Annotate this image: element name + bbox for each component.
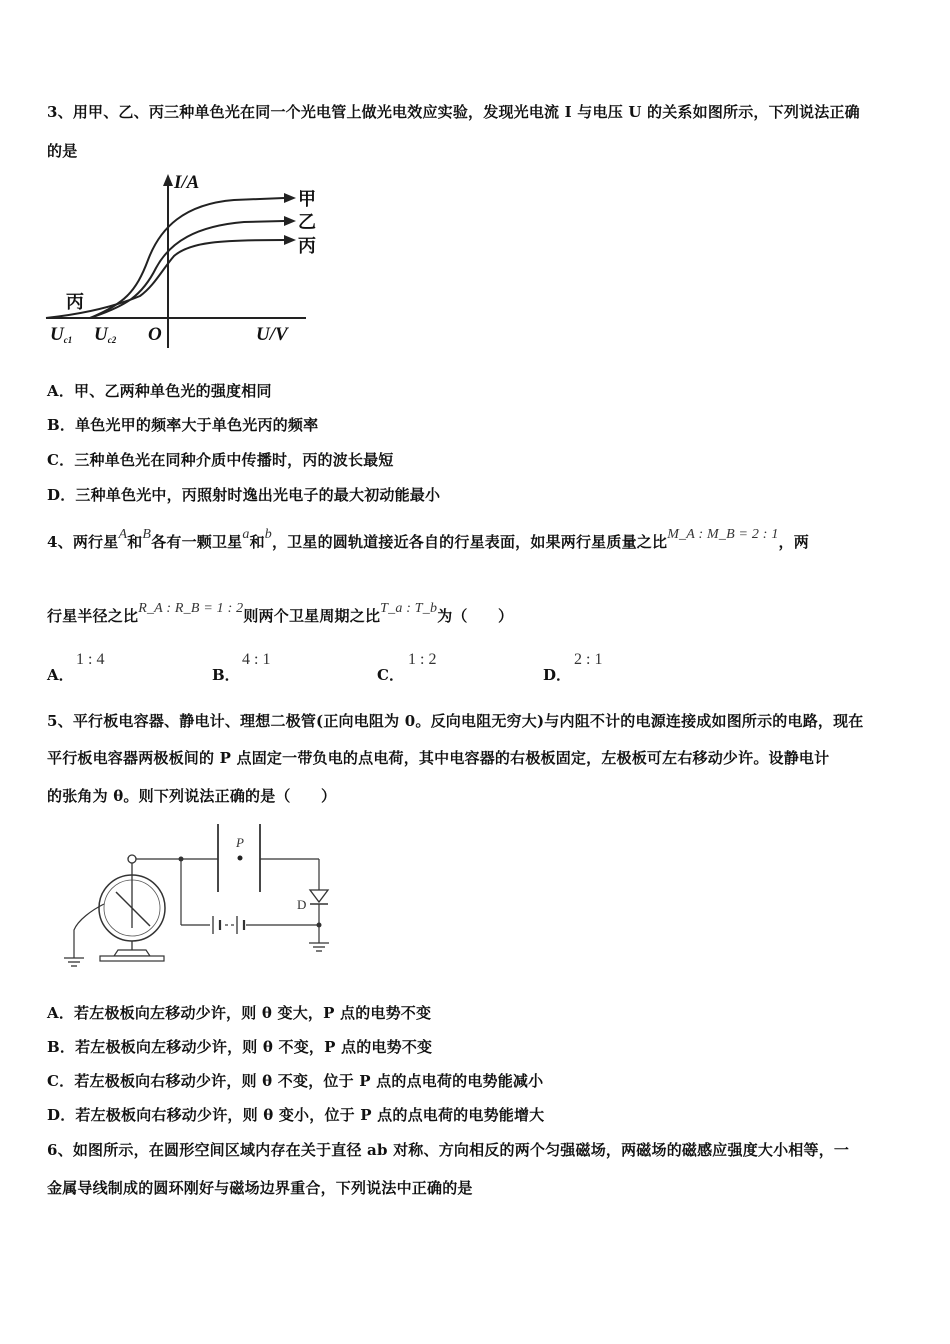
curve-label-yi: 乙 — [298, 212, 316, 232]
label-uc1: Uc1 — [50, 324, 73, 345]
q3-option-b: B．单色光甲的频率大于单色光丙的频率 — [47, 416, 319, 434]
satellite-b-symbol: b — [264, 527, 272, 542]
q4-option-b-value: 4 : 1 — [242, 651, 271, 668]
q5-stem-line1: 5、平行板电容器、静电计、理想二极管(正向电阻为 0。反向电阻无穷大)与内阻不计的电源连接成如图所示的电路，现在 — [47, 712, 864, 730]
mass-ratio: M_A : M_B = 2 : 1 — [667, 527, 779, 542]
q4-option-d-letter: D． — [543, 666, 572, 684]
q5-option-d: D．若左极板向右移动少许，则 θ 变小，位于 P 点的点电荷的电势能增大 — [47, 1106, 545, 1124]
q5-option-c: C．若左极板向右移动少许，则 θ 不变，位于 P 点的点电荷的电势能减小 — [47, 1072, 544, 1090]
curve-jia — [90, 198, 284, 318]
diode-symbol — [310, 890, 328, 902]
q4-option-a-letter: A． — [47, 666, 74, 684]
q5-option-a: A．若左极板向左移动少许，则 θ 变大，P 点的电势不变 — [47, 1004, 432, 1022]
curve-bing-arrow — [284, 235, 296, 245]
q4-option-d-value: 2 : 1 — [574, 651, 603, 668]
planet-a-symbol: A — [118, 527, 128, 542]
electrometer-top-knob — [128, 855, 136, 863]
q3-option-c: C．三种单色光在同种介质中传播时，丙的波长最短 — [47, 451, 394, 469]
q3-stem-line2: 的是 — [47, 142, 78, 160]
electrometer-stand — [114, 950, 150, 956]
label-uc2: Uc2 — [94, 324, 117, 345]
q5-stem-line3: 的张角为 θ。则下列说法正确的是（ ） — [47, 787, 337, 805]
origin-label: O — [148, 324, 162, 345]
q3-stem-line1: 3、用甲、乙、丙三种单色光在同一个光电管上做光电效应实验，发现光电流 I 与电压 U 的关系如图所示，下列说法正确 — [47, 103, 860, 121]
curve-label-jia: 甲 — [298, 189, 316, 209]
q4-option-c-value: 1 : 2 — [408, 651, 437, 668]
period-ratio: T_a : T_b — [380, 601, 438, 616]
x-axis-label: U/V — [256, 324, 288, 345]
low-curve-label-bing: 丙 — [66, 292, 84, 312]
q5-circuit-diagram — [60, 818, 350, 978]
radius-ratio: R_A : R_B = 1 : 2 — [138, 601, 244, 616]
q3-option-a: A．甲、乙两种单色光的强度相同 — [47, 382, 272, 400]
curve-label-bing: 丙 — [298, 236, 316, 256]
y-axis-label: I/A — [174, 172, 200, 193]
planet-b-symbol: B — [142, 527, 152, 542]
q6-stem-line1: 6、如图所示，在圆形空间区域内存在关于直径 ab 对称、方向相反的两个匀强磁场，两磁场的磁感应强度大小相等，一 — [47, 1141, 850, 1159]
point-p — [238, 856, 243, 861]
diode-label: D — [297, 897, 307, 912]
satellite-a-symbol: a — [242, 527, 250, 542]
curve-yi-arrow — [284, 216, 296, 226]
q4-stem-line1: 4、两行星A和B各有一颗卫星a和b，卫星的圆轨道接近各自的行星表面，如果两行星质量之比M_A : M_B = 2 : 1，两 — [47, 527, 809, 551]
q5-stem-line2: 平行板电容器两极板间的 P 点固定一带负电的点电荷，其中电容器的右极板固定，左极板可左右移动少许。设静电计 — [47, 749, 830, 767]
q4-option-a-value: 1 : 4 — [76, 651, 105, 668]
q5-option-b: B．若左极板向左移动少许，则 θ 不变，P 点的电势不变 — [47, 1038, 433, 1056]
curve-jia-arrow — [284, 193, 296, 203]
point-p-label: P — [236, 835, 244, 850]
q4-option-b-letter: B． — [212, 666, 240, 684]
q6-stem-line2: 金属导线制成的圆环刚好与磁场边界重合，下列说法中正确的是 — [47, 1179, 473, 1197]
q4-option-c-letter: C． — [377, 666, 404, 684]
y-axis-arrow — [163, 174, 173, 186]
q3-option-d: D．三种单色光中，丙照射时逸出光电子的最大初动能最小 — [47, 486, 441, 504]
q3-iu-graph — [44, 172, 344, 350]
q4-stem-line2: 行星半径之比R_A : R_B = 1 : 2则两个卫星周期之比T_a : T_b为（ ） — [47, 601, 514, 625]
